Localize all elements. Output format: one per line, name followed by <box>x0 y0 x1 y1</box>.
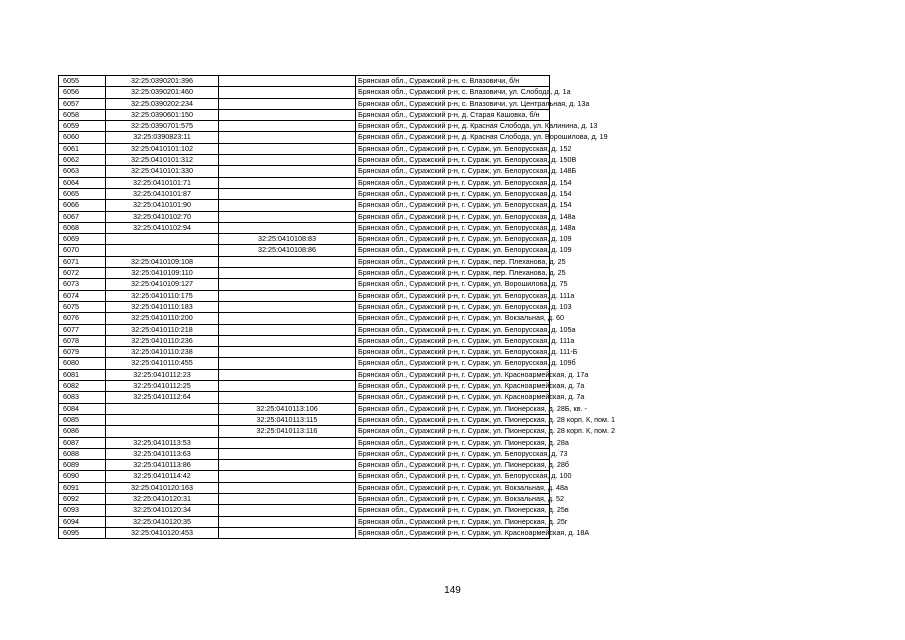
cadastral-number-cell: 32:25:0410112:25 <box>106 381 219 392</box>
table-row <box>59 347 550 358</box>
secondary-cadastral-number-cell: 32:25:0410108:83 <box>219 234 356 245</box>
address-cell: Брянская обл., Суражский р-н, г. Сураж, ул. Белорусская, д. 111а <box>356 335 550 346</box>
address-cell: Брянская обл., Суражский р-н, г. Сураж, ул. Белорусская, д. 148Б <box>356 166 550 177</box>
secondary-cadastral-number-cell <box>219 301 356 312</box>
address-cell: Брянская обл., Суражский р-н, с. Влазовичи, ул. Слобода, д. 1а <box>356 87 550 98</box>
table-row <box>59 268 550 279</box>
address-cell: Брянская обл., Суражский р-н, г. Сураж, ул. Белорусская, д. 148а <box>356 222 550 233</box>
table-row <box>59 76 550 87</box>
table-row <box>59 121 550 132</box>
secondary-cadastral-number-cell <box>219 143 356 154</box>
table-row <box>59 527 550 538</box>
address-cell: Брянская обл., Суражский р-н, г. Сураж, ул. Белорусская, д. 100 <box>356 471 550 482</box>
row-number-cell: 6083 <box>59 392 106 403</box>
cadastral-number-cell: 32:25:0410102:94 <box>106 222 219 233</box>
row-number-cell: 6069 <box>59 234 106 245</box>
cadastral-number-cell: 32:25:0410113:63 <box>106 448 219 459</box>
table-row <box>59 313 550 324</box>
secondary-cadastral-number-cell <box>219 347 356 358</box>
address-cell: Брянская обл., Суражский р-н, г. Сураж, ул. Пионерская, д. 28Б, кв. - <box>356 403 550 414</box>
secondary-cadastral-number-cell: 32:25:0410113:115 <box>219 414 356 425</box>
cadastral-number-cell: 32:25:0410113:86 <box>106 460 219 471</box>
row-number-cell: 6095 <box>59 527 106 538</box>
row-number-cell: 6079 <box>59 347 106 358</box>
cadastral-number-cell <box>106 245 219 256</box>
address-cell: Брянская обл., Суражский р-н, г. Сураж, ул. Вокзальная, д. 52 <box>356 493 550 504</box>
cadastral-number-cell: 32:25:0410101:102 <box>106 143 219 154</box>
address-cell: Брянская обл., Суражский р-н, г. Сураж, ул. Пионерская, д. 28 корп. К, пом. 2 <box>356 426 550 437</box>
secondary-cadastral-number-cell <box>219 493 356 504</box>
cadastral-number-cell: 32:25:0410101:330 <box>106 166 219 177</box>
cadastral-number-cell: 32:25:0390701:575 <box>106 121 219 132</box>
table-row <box>59 166 550 177</box>
secondary-cadastral-number-cell <box>219 437 356 448</box>
cadastral-number-cell: 32:25:0410120:31 <box>106 493 219 504</box>
table-row <box>59 301 550 312</box>
secondary-cadastral-number-cell <box>219 268 356 279</box>
secondary-cadastral-number-cell <box>219 166 356 177</box>
address-cell: Брянская обл., Суражский р-н, г. Сураж, ул. Белорусская, д. 154 <box>356 188 550 199</box>
row-number-cell: 6094 <box>59 516 106 527</box>
address-cell: Брянская обл., Суражский р-н, г. Сураж, ул. Красноармейская, д. 17а <box>356 369 550 380</box>
table-row <box>59 516 550 527</box>
address-cell: Брянская обл., Суражский р-н, г. Сураж, ул. Белорусская, д. 105а <box>356 324 550 335</box>
table-row <box>59 143 550 154</box>
table-row <box>59 335 550 346</box>
row-number-cell: 6059 <box>59 121 106 132</box>
secondary-cadastral-number-cell <box>219 482 356 493</box>
address-cell: Брянская обл., Суражский р-н, г. Сураж, ул. Белорусская, д. 109б <box>356 358 550 369</box>
row-number-cell: 6066 <box>59 200 106 211</box>
address-cell: Брянская обл., Суражский р-н, г. Сураж, ул. Пионерская, д. 28а <box>356 437 550 448</box>
row-number-cell: 6060 <box>59 132 106 143</box>
table-row <box>59 222 550 233</box>
table-row <box>59 200 550 211</box>
address-cell: Брянская обл., Суражский р-н, г. Сураж, ул. Вокзальная, д. 60 <box>356 313 550 324</box>
secondary-cadastral-number-cell <box>219 313 356 324</box>
cadastral-number-cell: 32:25:0410101:87 <box>106 188 219 199</box>
secondary-cadastral-number-cell <box>219 98 356 109</box>
table-row <box>59 482 550 493</box>
row-number-cell: 6088 <box>59 448 106 459</box>
secondary-cadastral-number-cell: 32:25:0410108:86 <box>219 245 356 256</box>
address-cell: Брянская обл., Суражский р-н, д. Красная Слобода, ул. Ворошилова, д. 19 <box>356 132 550 143</box>
secondary-cadastral-number-cell <box>219 222 356 233</box>
row-number-cell: 6070 <box>59 245 106 256</box>
row-number-cell: 6072 <box>59 268 106 279</box>
address-cell: Брянская обл., Суражский р-н, г. Сураж, ул. Вокзальная, д. 48а <box>356 482 550 493</box>
address-cell: Брянская обл., Суражский р-н, г. Сураж, ул. Пионерская, д. 25в <box>356 505 550 516</box>
secondary-cadastral-number-cell <box>219 290 356 301</box>
table-row <box>59 392 550 403</box>
table-row <box>59 234 550 245</box>
address-cell: Брянская обл., Суражский р-н, г. Сураж, ул. Белорусская, д. 152 <box>356 143 550 154</box>
table-row <box>59 358 550 369</box>
secondary-cadastral-number-cell <box>219 448 356 459</box>
table-row <box>59 369 550 380</box>
table-row <box>59 188 550 199</box>
row-number-cell: 6085 <box>59 414 106 425</box>
table-row <box>59 460 550 471</box>
cadastral-number-cell: 32:25:0410110:218 <box>106 324 219 335</box>
row-number-cell: 6091 <box>59 482 106 493</box>
address-cell: Брянская обл., Суражский р-н, г. Сураж, ул. Пионерская, д. 28 корп. К, пом. 1 <box>356 414 550 425</box>
table-row <box>59 245 550 256</box>
address-cell: Брянская обл., Суражский р-н, г. Сураж, ул. Пионерская, д. 25г <box>356 516 550 527</box>
row-number-cell: 6081 <box>59 369 106 380</box>
address-cell: Брянская обл., Суражский р-н, г. Сураж, ул. Белорусская, д. 111-Б <box>356 347 550 358</box>
secondary-cadastral-number-cell <box>219 211 356 222</box>
table-row <box>59 505 550 516</box>
row-number-cell: 6089 <box>59 460 106 471</box>
address-cell: Брянская обл., Суражский р-н, г. Сураж, ул. Белорусская, д. 109 <box>356 245 550 256</box>
row-number-cell: 6086 <box>59 426 106 437</box>
address-cell: Брянская обл., Суражский р-н, г. Сураж, ул. Белорусская, д. 111а <box>356 290 550 301</box>
secondary-cadastral-number-cell <box>219 381 356 392</box>
cadastral-number-cell: 32:25:0410110:455 <box>106 358 219 369</box>
row-number-cell: 6055 <box>59 76 106 87</box>
row-number-cell: 6064 <box>59 177 106 188</box>
secondary-cadastral-number-cell <box>219 324 356 335</box>
row-number-cell: 6058 <box>59 109 106 120</box>
cadastral-number-cell: 32:25:0390601:150 <box>106 109 219 120</box>
table-row <box>59 471 550 482</box>
row-number-cell: 6082 <box>59 381 106 392</box>
cadastral-number-cell <box>106 426 219 437</box>
table-row <box>59 290 550 301</box>
address-cell: Брянская обл., Суражский р-н, с. Влазовичи, б/н <box>356 76 550 87</box>
row-number-cell: 6071 <box>59 256 106 267</box>
cadastral-number-cell: 32:25:0410101:90 <box>106 200 219 211</box>
secondary-cadastral-number-cell <box>219 358 356 369</box>
secondary-cadastral-number-cell <box>219 392 356 403</box>
cadastral-number-cell: 32:25:0390823:11 <box>106 132 219 143</box>
address-cell: Брянская обл., Суражский р-н, г. Сураж, ул. Ворошилова, д. 75 <box>356 279 550 290</box>
address-cell: Брянская обл., Суражский р-н, с. Влазовичи, ул. Центральная, д. 13а <box>356 98 550 109</box>
secondary-cadastral-number-cell: 32:25:0410113:106 <box>219 403 356 414</box>
table-row <box>59 414 550 425</box>
cadastral-number-cell: 32:25:0410112:23 <box>106 369 219 380</box>
secondary-cadastral-number-cell <box>219 279 356 290</box>
row-number-cell: 6067 <box>59 211 106 222</box>
cadastral-number-cell: 32:25:0410101:312 <box>106 155 219 166</box>
cadastral-number-cell <box>106 414 219 425</box>
cadastral-number-cell: 32:25:0410109:127 <box>106 279 219 290</box>
cadastral-number-cell: 32:25:0410113:53 <box>106 437 219 448</box>
cadastral-number-cell: 32:25:0410101:71 <box>106 177 219 188</box>
secondary-cadastral-number-cell <box>219 109 356 120</box>
row-number-cell: 6084 <box>59 403 106 414</box>
cadastral-number-cell: 32:25:0410114:42 <box>106 471 219 482</box>
address-cell: Брянская обл., Суражский р-н, г. Сураж, ул. Белорусская, д. 150В <box>356 155 550 166</box>
cadastral-number-cell: 32:25:0410110:238 <box>106 347 219 358</box>
address-cell: Брянская обл., Суражский р-н, г. Сураж, ул. Белорусская, д. 109 <box>356 234 550 245</box>
address-cell: Брянская обл., Суражский р-н, г. Сураж, ул. Пионерская, д. 28б <box>356 460 550 471</box>
table-row <box>59 426 550 437</box>
cadastral-number-cell: 32:25:0410110:183 <box>106 301 219 312</box>
cadastral-number-cell: 32:25:0410102:70 <box>106 211 219 222</box>
cadastral-number-cell: 32:25:0410110:200 <box>106 313 219 324</box>
row-number-cell: 6087 <box>59 437 106 448</box>
row-number-cell: 6062 <box>59 155 106 166</box>
cadastral-number-cell: 32:25:0390201:460 <box>106 87 219 98</box>
address-cell: Брянская обл., Суражский р-н, г. Сураж, ул. Красноармейская, д. 18А <box>356 527 550 538</box>
secondary-cadastral-number-cell: 32:25:0410113:116 <box>219 426 356 437</box>
table-row <box>59 109 550 120</box>
address-cell: Брянская обл., Суражский р-н, г. Сураж, ул. Красноармейская, д. 7а <box>356 392 550 403</box>
table-row <box>59 437 550 448</box>
table-row <box>59 256 550 267</box>
cadastral-number-cell <box>106 234 219 245</box>
address-cell: Брянская обл., Суражский р-н, г. Сураж, пер. Плеханова, д. 25 <box>356 268 550 279</box>
cadastral-number-cell: 32:25:0410120:34 <box>106 505 219 516</box>
table-row <box>59 448 550 459</box>
page-number: 149 <box>444 585 461 596</box>
row-number-cell: 6063 <box>59 166 106 177</box>
row-number-cell: 6061 <box>59 143 106 154</box>
row-number-cell: 6075 <box>59 301 106 312</box>
table-row <box>59 87 550 98</box>
secondary-cadastral-number-cell <box>219 132 356 143</box>
row-number-cell: 6093 <box>59 505 106 516</box>
address-cell: Брянская обл., Суражский р-н, д. Старая Кашовка, б/н <box>356 109 550 120</box>
cadastral-number-cell: 32:25:0410120:163 <box>106 482 219 493</box>
address-cell: Брянская обл., Суражский р-н, д. Красная Слобода, ул. Калинина, д. 13 <box>356 121 550 132</box>
table-row <box>59 177 550 188</box>
row-number-cell: 6073 <box>59 279 106 290</box>
cadastral-number-cell: 32:25:0410110:175 <box>106 290 219 301</box>
property-table <box>58 75 615 539</box>
row-number-cell: 6090 <box>59 471 106 482</box>
secondary-cadastral-number-cell <box>219 87 356 98</box>
table-row <box>59 324 550 335</box>
secondary-cadastral-number-cell <box>219 505 356 516</box>
row-number-cell: 6068 <box>59 222 106 233</box>
secondary-cadastral-number-cell <box>219 256 356 267</box>
secondary-cadastral-number-cell <box>219 335 356 346</box>
address-cell: Брянская обл., Суражский р-н, г. Сураж, ул. Белорусская, д. 103 <box>356 301 550 312</box>
table-row <box>59 98 550 109</box>
row-number-cell: 6076 <box>59 313 106 324</box>
address-cell: Брянская обл., Суражский р-н, г. Сураж, ул. Белорусская, д. 73 <box>356 448 550 459</box>
cadastral-number-cell: 32:25:0410109:110 <box>106 268 219 279</box>
row-number-cell: 6057 <box>59 98 106 109</box>
table-row <box>59 132 550 143</box>
table-row <box>59 211 550 222</box>
secondary-cadastral-number-cell <box>219 471 356 482</box>
secondary-cadastral-number-cell <box>219 369 356 380</box>
cadastral-number-cell: 32:25:0410120:35 <box>106 516 219 527</box>
row-number-cell: 6056 <box>59 87 106 98</box>
secondary-cadastral-number-cell <box>219 200 356 211</box>
cadastral-number-cell: 32:25:0410120:453 <box>106 527 219 538</box>
cadastral-number-cell: 32:25:0390202:234 <box>106 98 219 109</box>
table-row <box>59 403 550 414</box>
table-row <box>59 155 550 166</box>
address-cell: Брянская обл., Суражский р-н, г. Сураж, ул. Белорусская, д. 154 <box>356 200 550 211</box>
secondary-cadastral-number-cell <box>219 460 356 471</box>
table-row <box>59 279 550 290</box>
row-number-cell: 6074 <box>59 290 106 301</box>
cadastral-number-cell: 32:25:0410112:64 <box>106 392 219 403</box>
address-cell: Брянская обл., Суражский р-н, г. Сураж, ул. Белорусская, д. 154 <box>356 177 550 188</box>
address-cell: Брянская обл., Суражский р-н, г. Сураж, ул. Белорусская, д. 148а <box>356 211 550 222</box>
cadastral-number-cell <box>106 403 219 414</box>
row-number-cell: 6077 <box>59 324 106 335</box>
cadastral-number-cell: 32:25:0410110:236 <box>106 335 219 346</box>
secondary-cadastral-number-cell <box>219 177 356 188</box>
address-cell: Брянская обл., Суражский р-н, г. Сураж, пер. Плеханова, д. 25 <box>356 256 550 267</box>
secondary-cadastral-number-cell <box>219 188 356 199</box>
table-row <box>59 381 550 392</box>
secondary-cadastral-number-cell <box>219 121 356 132</box>
secondary-cadastral-number-cell <box>219 527 356 538</box>
secondary-cadastral-number-cell <box>219 155 356 166</box>
cadastral-number-cell: 32:25:0390201:396 <box>106 76 219 87</box>
row-number-cell: 6078 <box>59 335 106 346</box>
row-number-cell: 6065 <box>59 188 106 199</box>
row-number-cell: 6080 <box>59 358 106 369</box>
table-body <box>59 76 615 539</box>
table-row <box>59 493 550 504</box>
secondary-cadastral-number-cell <box>219 516 356 527</box>
secondary-cadastral-number-cell <box>219 76 356 87</box>
row-number-cell: 6092 <box>59 493 106 504</box>
address-cell: Брянская обл., Суражский р-н, г. Сураж, ул. Красноармейская, д. 7а <box>356 381 550 392</box>
cadastral-number-cell: 32:25:0410109:108 <box>106 256 219 267</box>
